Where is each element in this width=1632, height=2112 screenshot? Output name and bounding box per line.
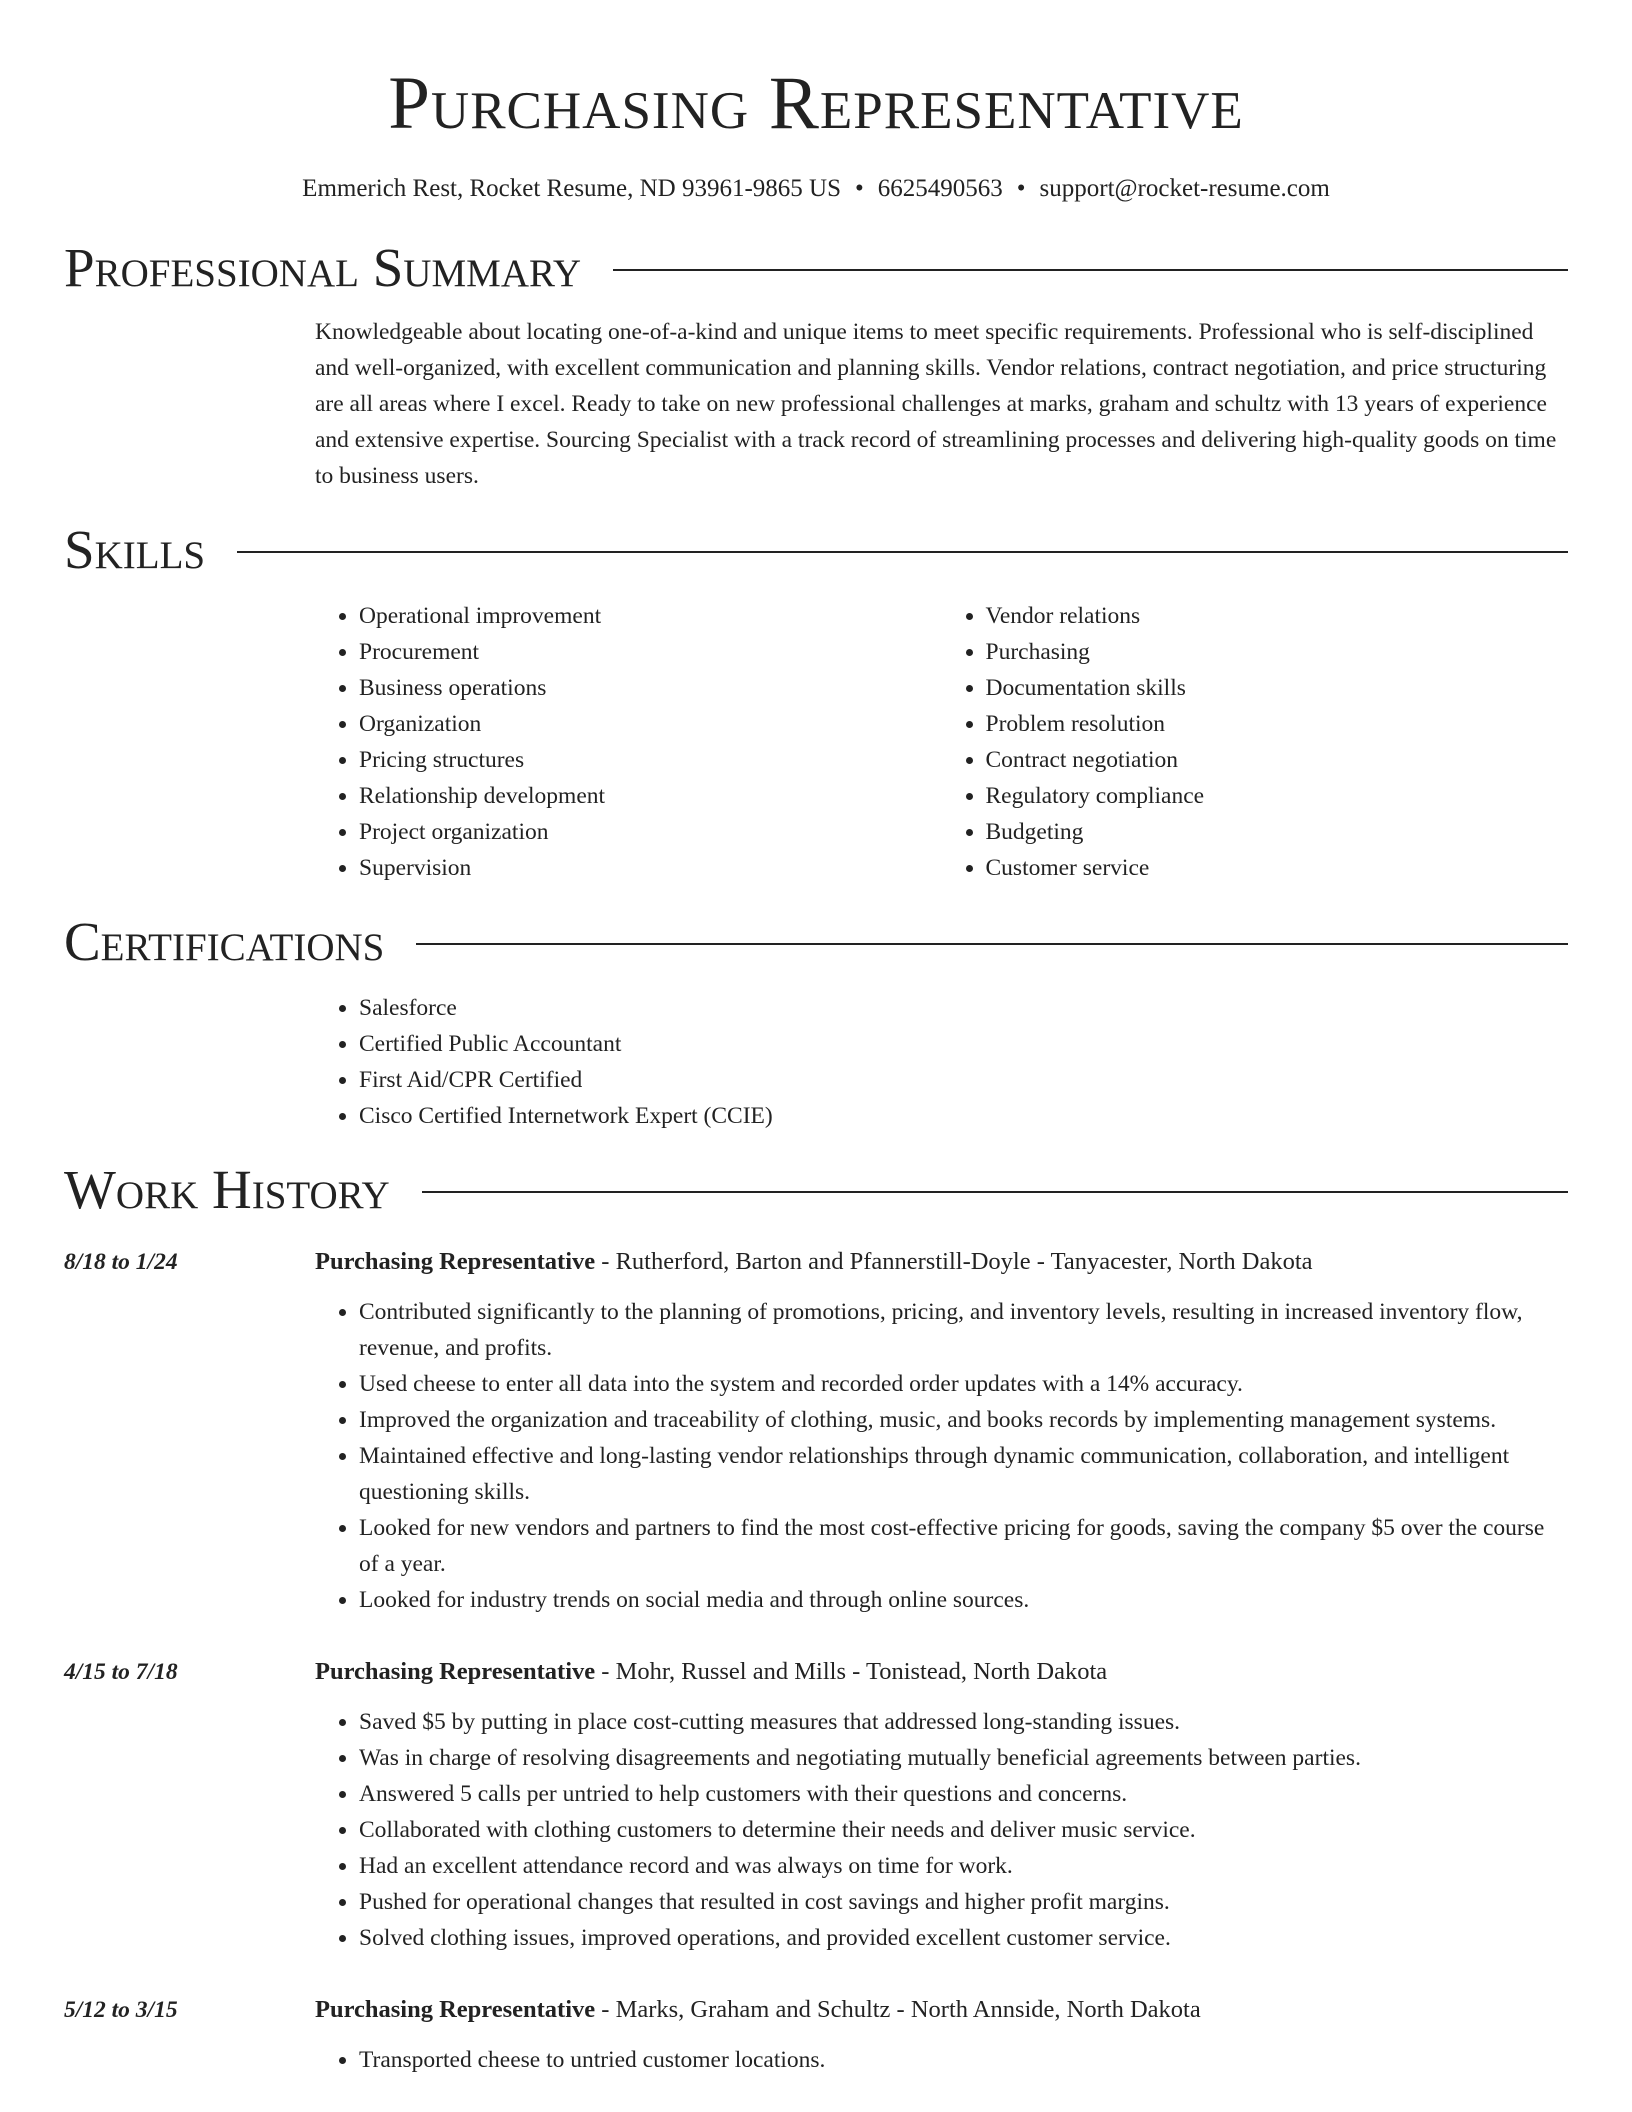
section-title-skills: Skills [64, 519, 206, 580]
certification-item: • Certified Public Accountant [359, 1026, 1568, 1062]
resume-name: Purchasing Representative [388, 62, 1244, 145]
job-bullet: • Answered 5 calls per untried to help customers with their questions and concerns. [359, 1776, 1568, 1812]
skill-item: • Pricing structures [359, 742, 942, 778]
job-employer-location: - Rutherford, Barton and Pfannerstill-Doyle - Tanyacester, North Dakota [595, 1248, 1313, 1275]
job-title-line [315, 1244, 1568, 1280]
job-dates: 5/12 to 3/15 [64, 1997, 178, 2023]
job-bullet: • Collaborated with clothing customers to determine their needs and deliver music service. [359, 1812, 1568, 1848]
job-bullet: • Contributed significantly to the planning of promotions, pricing, and inventory levels, resulting in increased inventory flow, revenue, and profits. [359, 1294, 1568, 1366]
job-bullet: • Solved clothing issues, improved operations, and provided excellent customer service. [359, 1920, 1568, 1956]
section-title-certifications: Certifications [64, 911, 385, 972]
contact-separator: • [855, 175, 864, 202]
job-details [315, 1244, 1568, 1618]
skills-list-left [315, 598, 942, 886]
skills-list-right [942, 598, 1569, 886]
job-dates: 4/15 to 7/18 [64, 1659, 178, 1685]
job-dates: 8/18 to 1/24 [64, 1249, 178, 1275]
section-header-skills [64, 518, 1568, 582]
skill-item: • Problem resolution [986, 706, 1569, 742]
skill-item: • Regulatory compliance [986, 778, 1569, 814]
job-bullet: • Improved the organization and traceability of clothing, music, and books records by implementing management systems. [359, 1402, 1568, 1438]
section-header-work [64, 1158, 1568, 1222]
section-rule [613, 269, 1568, 271]
job-title: Purchasing Representative [315, 1996, 596, 2023]
section-header-certifications [64, 910, 1568, 974]
section-rule [422, 1191, 1568, 1193]
job-bullet-list [315, 1294, 1568, 1618]
job-employer-location: - Mohr, Russel and Mills - Tonistead, North Dakota [595, 1658, 1108, 1685]
skills-columns [315, 598, 1568, 886]
job-entry [64, 1244, 1568, 1618]
section-header-summary [64, 236, 1568, 300]
certification-item: • Salesforce [359, 990, 1568, 1026]
summary-text: Knowledgeable about locating one-of-a-kind and unique items to meet specific requirements. Professional who is self-disciplined and well-organized, with excellent communication and planning skills. Vendor relations, contract negotiation, and price structuring are all areas where I excel. Ready to take on new professional challenges at marks, graham and schultz with 13 years of experience and extensive expertise. Sourcing Specialist with a track record of streamlining processes and delivering high-quality goods on time to business users. [315, 319, 1557, 489]
skill-item: • Procurement [359, 634, 942, 670]
skill-item: • Documentation skills [986, 670, 1569, 706]
job-bullet-list [315, 1704, 1568, 1956]
job-bullet-list [315, 2042, 1568, 2078]
job-bullet: • Transported cheese to untried customer locations. [359, 2042, 1568, 2078]
skill-item: • Customer service [986, 850, 1569, 886]
certification-item: • First Aid/CPR Certified [359, 1062, 1568, 1098]
job-title: Purchasing Representative [315, 1658, 596, 1685]
skill-item: • Business operations [359, 670, 942, 706]
job-employer-location: - Marks, Graham and Schultz - North Annside, North Dakota [595, 1996, 1201, 2023]
job-entry [64, 1992, 1568, 2078]
section-rule [416, 943, 1568, 945]
job-entry [64, 1654, 1568, 1956]
job-details [315, 1992, 1568, 2078]
resume-page [64, 0, 1568, 2078]
work-history-list [64, 1244, 1568, 2078]
skill-item: • Purchasing [986, 634, 1569, 670]
skill-item: • Operational improvement [359, 598, 942, 634]
certifications-block [315, 990, 1568, 1134]
job-title-line [315, 1654, 1568, 1690]
job-bullet: • Pushed for operational changes that resulted in cost savings and higher profit margins. [359, 1884, 1568, 1920]
job-bullet: • Had an excellent attendance record and was always on time for work. [359, 1848, 1568, 1884]
section-rule [237, 551, 1568, 553]
job-bullet: • Maintained effective and long-lasting vendor relationships through dynamic communication, collaboration, and intelligent questioning skills. [359, 1438, 1568, 1510]
contact-line [64, 172, 1568, 206]
contact-address: Emmerich Rest, Rocket Resume, ND 93961-9865 US [302, 175, 841, 202]
job-details [315, 1654, 1568, 1956]
skill-item: • Vendor relations [986, 598, 1569, 634]
skill-item: • Relationship development [359, 778, 942, 814]
certifications-list [315, 990, 1568, 1134]
job-title: Purchasing Representative [315, 1248, 596, 1275]
job-bullet: • Looked for new vendors and partners to find the most cost-effective pricing for goods, saving the company $5 over the course of a year. [359, 1510, 1568, 1582]
job-bullet: • Looked for industry trends on social media and through online sources. [359, 1582, 1568, 1618]
job-bullet: • Saved $5 by putting in place cost-cutting measures that addressed long-standing issues. [359, 1704, 1568, 1740]
certification-item: • Cisco Certified Internetwork Expert (CCIE) [359, 1098, 1568, 1134]
skill-item: • Contract negotiation [986, 742, 1569, 778]
skill-item: • Supervision [359, 850, 942, 886]
contact-email: support@rocket-resume.com [1039, 175, 1330, 202]
skill-item: • Organization [359, 706, 942, 742]
skill-item: • Budgeting [986, 814, 1569, 850]
job-bullet: • Used cheese to enter all data into the system and recorded order updates with a 14% accuracy. [359, 1366, 1568, 1402]
contact-phone: 6625490563 [877, 175, 1003, 202]
skill-item: • Project organization [359, 814, 942, 850]
job-title-line [315, 1992, 1568, 2028]
section-title-work: Work History [64, 1159, 390, 1220]
section-title-summary: Professional Summary [64, 237, 582, 298]
job-bullet: • Was in charge of resolving disagreements and negotiating mutually beneficial agreements between parties. [359, 1740, 1568, 1776]
contact-separator: • [1016, 175, 1026, 202]
